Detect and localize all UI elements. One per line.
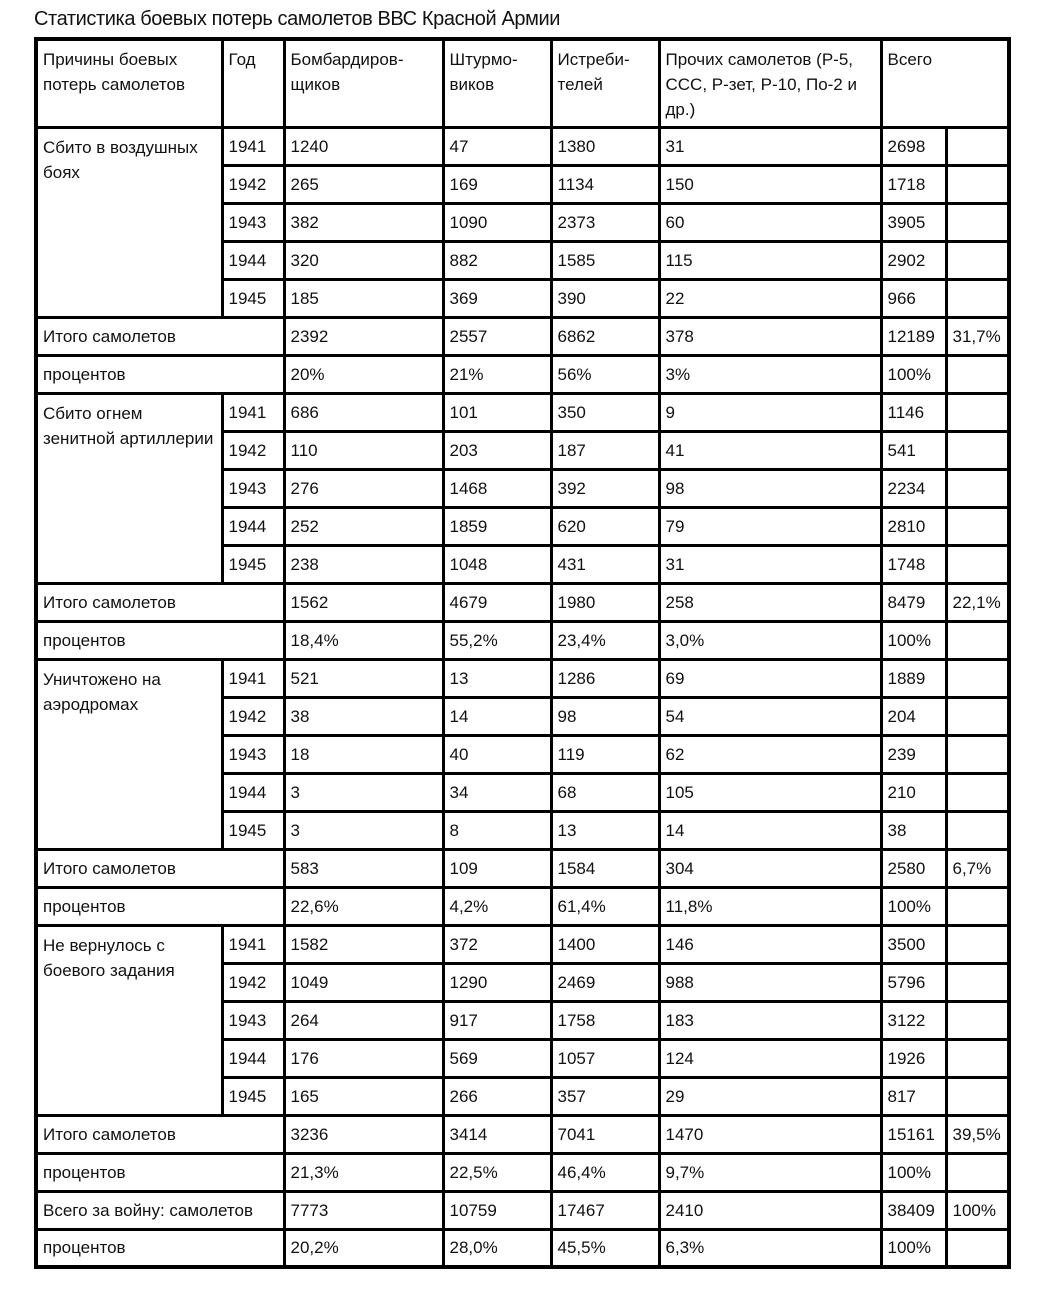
total-cell: 5796: [881, 963, 946, 1001]
attack-cell: 917: [443, 1001, 551, 1039]
attack-cell: 1048: [443, 545, 551, 583]
bombers-cell: 1049: [284, 963, 443, 1001]
share-cell: [946, 1039, 1009, 1077]
bombers-cell: 110: [284, 431, 443, 469]
grand-total-label: Всего за войну: самолетов: [36, 1191, 284, 1229]
bombers-percent: 21,3%: [284, 1153, 443, 1191]
share-cell: [946, 773, 1009, 811]
year-cell: 1943: [222, 203, 284, 241]
attack-cell: 34: [443, 773, 551, 811]
bombers-grand-total: 7773: [284, 1191, 443, 1229]
attack-subtotal: 2557: [443, 317, 551, 355]
total-cell: 1889: [881, 659, 946, 697]
fighters-percent: 46,4%: [551, 1153, 659, 1191]
fighters-subtotal: 7041: [551, 1115, 659, 1153]
attack-cell: 101: [443, 393, 551, 431]
fighters-cell: 1758: [551, 1001, 659, 1039]
other-cell: 124: [659, 1039, 881, 1077]
total-cell: 3905: [881, 203, 946, 241]
other-subtotal: 304: [659, 849, 881, 887]
other-subtotal: 258: [659, 583, 881, 621]
attack-cell: 14: [443, 697, 551, 735]
fighters-cell: 119: [551, 735, 659, 773]
subtotal-share: 31,7%: [946, 317, 1009, 355]
year-cell: 1944: [222, 241, 284, 279]
year-cell: 1942: [222, 963, 284, 1001]
bombers-cell: 185: [284, 279, 443, 317]
fighters-cell: 13: [551, 811, 659, 849]
year-cell: 1945: [222, 545, 284, 583]
bombers-cell: 521: [284, 659, 443, 697]
fighters-cell: 68: [551, 773, 659, 811]
fighters-subtotal: 1584: [551, 849, 659, 887]
year-cell: 1941: [222, 127, 284, 165]
other-cell: 41: [659, 431, 881, 469]
other-grand-total: 2410: [659, 1191, 881, 1229]
other-cell: 54: [659, 697, 881, 735]
grand-total-row: [36, 1191, 1009, 1229]
share-cell: [946, 355, 1009, 393]
bombers-cell: 265: [284, 165, 443, 203]
fighters-cell: 98: [551, 697, 659, 735]
total-grand-percent: 100%: [881, 1229, 946, 1267]
bombers-cell: 176: [284, 1039, 443, 1077]
percent-row: [36, 621, 1009, 659]
table-row: [36, 393, 1009, 431]
other-cell: 14: [659, 811, 881, 849]
bombers-subtotal: 2392: [284, 317, 443, 355]
other-percent: 9,7%: [659, 1153, 881, 1191]
attack-subtotal: 109: [443, 849, 551, 887]
other-cell: 31: [659, 127, 881, 165]
subtotal-label: Итого самолетов: [36, 849, 284, 887]
grand-percent-row: [36, 1229, 1009, 1267]
attack-cell: 13: [443, 659, 551, 697]
other-cell: 79: [659, 507, 881, 545]
fighters-percent: 61,4%: [551, 887, 659, 925]
total-cell: 1146: [881, 393, 946, 431]
other-cell: 146: [659, 925, 881, 963]
subtotal-row: [36, 583, 1009, 621]
bombers-percent: 20%: [284, 355, 443, 393]
total-percent: 100%: [881, 621, 946, 659]
share-cell: [946, 507, 1009, 545]
fighters-cell: 431: [551, 545, 659, 583]
attack-cell: 169: [443, 165, 551, 203]
bombers-cell: 3: [284, 811, 443, 849]
attack-cell: 369: [443, 279, 551, 317]
attack-cell: 1090: [443, 203, 551, 241]
other-cell: 115: [659, 241, 881, 279]
total-cell: 2902: [881, 241, 946, 279]
bombers-cell: 238: [284, 545, 443, 583]
total-subtotal: 12189: [881, 317, 946, 355]
share-cell: [946, 659, 1009, 697]
attack-cell: 882: [443, 241, 551, 279]
other-cell: 98: [659, 469, 881, 507]
bombers-cell: 686: [284, 393, 443, 431]
attack-subtotal: 3414: [443, 1115, 551, 1153]
attack-subtotal: 4679: [443, 583, 551, 621]
year-cell: 1941: [222, 925, 284, 963]
cause-cell: Сбито в воздушных боях: [36, 127, 222, 317]
year-cell: 1942: [222, 165, 284, 203]
share-cell: [946, 621, 1009, 659]
share-cell: [946, 279, 1009, 317]
percent-label: процентов: [36, 1153, 284, 1191]
header-other: Прочих самолетов (Р-5, ССС, Р-зет, Р-10, По-2 и др.): [659, 39, 881, 127]
other-cell: 31: [659, 545, 881, 583]
share-cell: [946, 431, 1009, 469]
bombers-cell: 276: [284, 469, 443, 507]
subtotal-share: 22,1%: [946, 583, 1009, 621]
year-cell: 1944: [222, 773, 284, 811]
percent-label: процентов: [36, 887, 284, 925]
table-row: [36, 659, 1009, 697]
table-row: [36, 925, 1009, 963]
year-cell: 1943: [222, 735, 284, 773]
bombers-percent: 18,4%: [284, 621, 443, 659]
attack-grand-total: 10759: [443, 1191, 551, 1229]
other-cell: 9: [659, 393, 881, 431]
attack-grand-percent: 28,0%: [443, 1229, 551, 1267]
attack-cell: 569: [443, 1039, 551, 1077]
share-cell: [946, 697, 1009, 735]
subtotal-label: Итого самолетов: [36, 583, 284, 621]
percent-label: процентов: [36, 355, 284, 393]
share-cell: [946, 925, 1009, 963]
subtotal-row: [36, 1115, 1009, 1153]
cause-cell: Уничтожено на аэродромах: [36, 659, 222, 849]
year-cell: 1943: [222, 1001, 284, 1039]
fighters-cell: 390: [551, 279, 659, 317]
header-year: Год: [222, 39, 284, 127]
total-percent: 100%: [881, 355, 946, 393]
fighters-grand-total: 17467: [551, 1191, 659, 1229]
bombers-subtotal: 583: [284, 849, 443, 887]
total-cell: 239: [881, 735, 946, 773]
fighters-cell: 2469: [551, 963, 659, 1001]
share-cell: [946, 735, 1009, 773]
fighters-cell: 357: [551, 1077, 659, 1115]
fighters-cell: 1400: [551, 925, 659, 963]
year-cell: 1945: [222, 279, 284, 317]
bombers-cell: 3: [284, 773, 443, 811]
year-cell: 1941: [222, 659, 284, 697]
attack-percent: 21%: [443, 355, 551, 393]
year-cell: 1942: [222, 431, 284, 469]
percent-label: процентов: [36, 621, 284, 659]
other-cell: 150: [659, 165, 881, 203]
table-row: [36, 127, 1009, 165]
fighters-percent: 56%: [551, 355, 659, 393]
share-cell: [946, 165, 1009, 203]
other-cell: 105: [659, 773, 881, 811]
attack-cell: 372: [443, 925, 551, 963]
total-cell: 2810: [881, 507, 946, 545]
total-cell: 1926: [881, 1039, 946, 1077]
bombers-subtotal: 3236: [284, 1115, 443, 1153]
attack-cell: 8: [443, 811, 551, 849]
total-percent: 100%: [881, 887, 946, 925]
subtotal-share: 39,5%: [946, 1115, 1009, 1153]
fighters-grand-percent: 45,5%: [551, 1229, 659, 1267]
other-cell: 29: [659, 1077, 881, 1115]
share-cell: [946, 887, 1009, 925]
fighters-cell: 392: [551, 469, 659, 507]
other-cell: 62: [659, 735, 881, 773]
total-subtotal: 15161: [881, 1115, 946, 1153]
total-cell: 3122: [881, 1001, 946, 1039]
attack-cell: 266: [443, 1077, 551, 1115]
fighters-cell: 1134: [551, 165, 659, 203]
percent-row: [36, 1153, 1009, 1191]
grand-percent-label: процентов: [36, 1229, 284, 1267]
fighters-cell: 1057: [551, 1039, 659, 1077]
total-cell: 3500: [881, 925, 946, 963]
total-cell: 541: [881, 431, 946, 469]
bombers-cell: 18: [284, 735, 443, 773]
year-cell: 1945: [222, 811, 284, 849]
fighters-cell: 620: [551, 507, 659, 545]
other-cell: 60: [659, 203, 881, 241]
attack-cell: 47: [443, 127, 551, 165]
attack-percent: 55,2%: [443, 621, 551, 659]
total-subtotal: 8479: [881, 583, 946, 621]
share-cell: [946, 1001, 1009, 1039]
share-cell: [946, 127, 1009, 165]
attack-percent: 4,2%: [443, 887, 551, 925]
share-cell: [946, 241, 1009, 279]
bombers-cell: 38: [284, 697, 443, 735]
fighters-cell: 1585: [551, 241, 659, 279]
share-cell: [946, 1153, 1009, 1191]
share-cell: [946, 1077, 1009, 1115]
grand-total-share: 100%: [946, 1191, 1009, 1229]
header-bombers: Бомбардиров-щиков: [284, 39, 443, 127]
bombers-subtotal: 1562: [284, 583, 443, 621]
other-cell: 22: [659, 279, 881, 317]
subtotal-row: [36, 849, 1009, 887]
bombers-cell: 1582: [284, 925, 443, 963]
fighters-percent: 23,4%: [551, 621, 659, 659]
header-cause: Причины боевых потерь самолетов: [36, 39, 222, 127]
other-cell: 988: [659, 963, 881, 1001]
bombers-grand-percent: 20,2%: [284, 1229, 443, 1267]
bombers-cell: 264: [284, 1001, 443, 1039]
other-percent: 3,0%: [659, 621, 881, 659]
bombers-cell: 320: [284, 241, 443, 279]
fighters-cell: 350: [551, 393, 659, 431]
fighters-cell: 1286: [551, 659, 659, 697]
attack-cell: 1468: [443, 469, 551, 507]
other-percent: 3%: [659, 355, 881, 393]
total-cell: 1748: [881, 545, 946, 583]
attack-cell: 203: [443, 431, 551, 469]
total-cell: 2234: [881, 469, 946, 507]
other-percent: 11,8%: [659, 887, 881, 925]
total-percent: 100%: [881, 1153, 946, 1191]
cause-cell: Не вернулось с боевого задания: [36, 925, 222, 1115]
fighters-cell: 2373: [551, 203, 659, 241]
total-cell: 204: [881, 697, 946, 735]
header-attack: Штурмо-виков: [443, 39, 551, 127]
attack-cell: 1290: [443, 963, 551, 1001]
share-cell: [946, 393, 1009, 431]
year-cell: 1941: [222, 393, 284, 431]
total-cell: 210: [881, 773, 946, 811]
subtotal-row: [36, 317, 1009, 355]
fighters-subtotal: 6862: [551, 317, 659, 355]
bombers-cell: 252: [284, 507, 443, 545]
subtotal-label: Итого самолетов: [36, 1115, 284, 1153]
percent-row: [36, 355, 1009, 393]
subtotal-label: Итого самолетов: [36, 317, 284, 355]
bombers-percent: 22,6%: [284, 887, 443, 925]
header-row: [36, 39, 1009, 127]
year-cell: 1943: [222, 469, 284, 507]
subtotal-share: 6,7%: [946, 849, 1009, 887]
bombers-cell: 165: [284, 1077, 443, 1115]
total-cell: 2698: [881, 127, 946, 165]
document-title: Статистика боевых потерь самолетов ВВС Красной Армии: [34, 8, 561, 30]
other-cell: 69: [659, 659, 881, 697]
fighters-cell: 1380: [551, 127, 659, 165]
share-cell: [946, 1229, 1009, 1267]
total-grand-total: 38409: [881, 1191, 946, 1229]
share-cell: [946, 469, 1009, 507]
year-cell: 1944: [222, 1039, 284, 1077]
header-fighters: Истреби-телей: [551, 39, 659, 127]
year-cell: 1944: [222, 507, 284, 545]
year-cell: 1942: [222, 697, 284, 735]
cause-cell: Сбито огнем зенитной артиллерии: [36, 393, 222, 583]
other-grand-percent: 6,3%: [659, 1229, 881, 1267]
header-total: Всего: [881, 39, 1009, 127]
year-cell: 1945: [222, 1077, 284, 1115]
share-cell: [946, 811, 1009, 849]
bombers-cell: 1240: [284, 127, 443, 165]
total-cell: 1718: [881, 165, 946, 203]
percent-row: [36, 887, 1009, 925]
other-subtotal: 1470: [659, 1115, 881, 1153]
total-cell: 38: [881, 811, 946, 849]
attack-percent: 22,5%: [443, 1153, 551, 1191]
total-cell: 966: [881, 279, 946, 317]
share-cell: [946, 545, 1009, 583]
fighters-subtotal: 1980: [551, 583, 659, 621]
attack-cell: 1859: [443, 507, 551, 545]
other-subtotal: 378: [659, 317, 881, 355]
bombers-cell: 382: [284, 203, 443, 241]
fighters-cell: 187: [551, 431, 659, 469]
other-cell: 183: [659, 1001, 881, 1039]
losses-table: [34, 37, 1011, 1269]
share-cell: [946, 203, 1009, 241]
share-cell: [946, 963, 1009, 1001]
attack-cell: 40: [443, 735, 551, 773]
total-subtotal: 2580: [881, 849, 946, 887]
total-cell: 817: [881, 1077, 946, 1115]
